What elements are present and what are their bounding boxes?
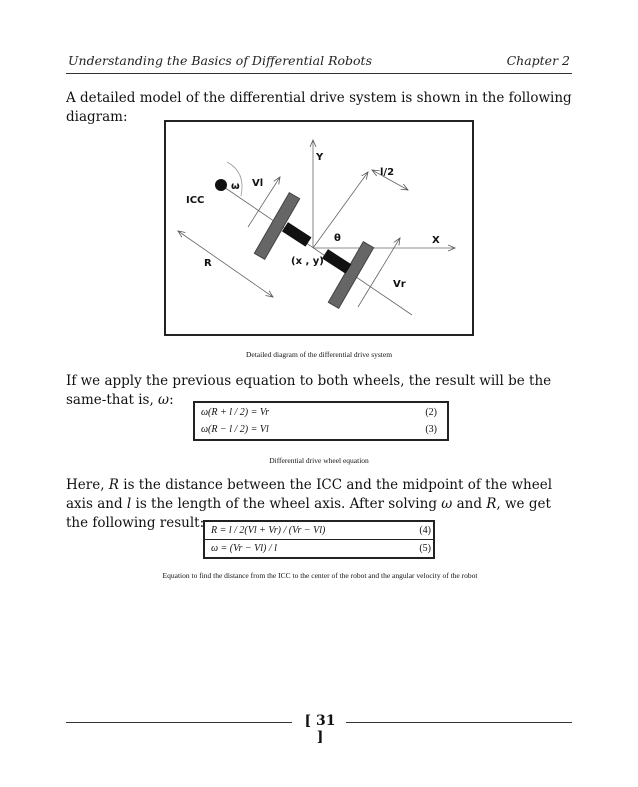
symbol-r: R	[486, 496, 497, 512]
equation: R = l / 2(Vl + Vr) / (Vr − Vl)	[211, 525, 326, 536]
label-omega: ω	[231, 181, 240, 192]
text: If we apply the previous equation to both wheels, the result will be the same-that is,	[66, 373, 552, 408]
text: is the length of the wheel axis. After solving	[131, 496, 442, 512]
equation-row	[195, 404, 447, 421]
equation: ω(R + l / 2) = Vr	[201, 407, 270, 418]
equation: ω(R − l / 2) = Vl	[201, 424, 269, 435]
equation-number: (2)	[425, 407, 437, 418]
text: is the distance between the ICC and the midpoint of the wheel axis and	[66, 477, 553, 512]
result-equation-box	[203, 520, 435, 559]
diagram-caption: Detailed diagram of the differential drive system	[245, 350, 393, 359]
equation-number: (3)	[425, 424, 437, 435]
equation-caption-1: Differential drive wheel equation	[269, 456, 369, 465]
text: and	[452, 496, 487, 512]
equation-number: (5)	[419, 543, 431, 554]
text: Here,	[66, 477, 109, 493]
label-xy: (x , y)	[291, 256, 324, 267]
equation-number: (4)	[419, 525, 431, 536]
equation-row	[205, 539, 433, 557]
running-header-chapter: Chapter 2	[506, 53, 570, 68]
icc-point	[215, 179, 227, 191]
label-icc: ICC	[186, 195, 205, 206]
omega-symbol: ω	[158, 392, 170, 408]
label-theta: θ	[334, 233, 341, 244]
wheel-equation-box	[193, 401, 449, 441]
text: :	[169, 392, 174, 408]
footer-divider-right	[346, 722, 572, 723]
equation-row	[195, 421, 447, 438]
label-l-half: l/2	[380, 167, 395, 178]
label-y: Y	[316, 152, 324, 163]
symbol-l: l	[126, 496, 132, 512]
equation-caption-2: Equation to find the distance from the ICC to the center of the robot and the angular velocity of the robot	[162, 571, 478, 580]
label-x: X	[432, 235, 440, 246]
label-vl: Vl	[252, 178, 264, 189]
label-r: R	[204, 258, 212, 269]
equation: ω = (Vr − Vl) / l	[211, 543, 277, 554]
symbol-omega: ω	[441, 496, 453, 512]
label-vr: Vr	[393, 279, 406, 290]
page-number: [ 31 ]	[304, 713, 336, 745]
text: , we get the following result:	[66, 496, 551, 531]
equation-row	[205, 522, 433, 539]
footer-divider-left	[66, 722, 292, 723]
running-header-title: Understanding the Basics of Differential Robots	[68, 53, 372, 68]
intro-paragraph: A detailed model of the differential drive system is shown in the following diagram:	[66, 90, 572, 125]
symbol-r: R	[108, 477, 119, 493]
